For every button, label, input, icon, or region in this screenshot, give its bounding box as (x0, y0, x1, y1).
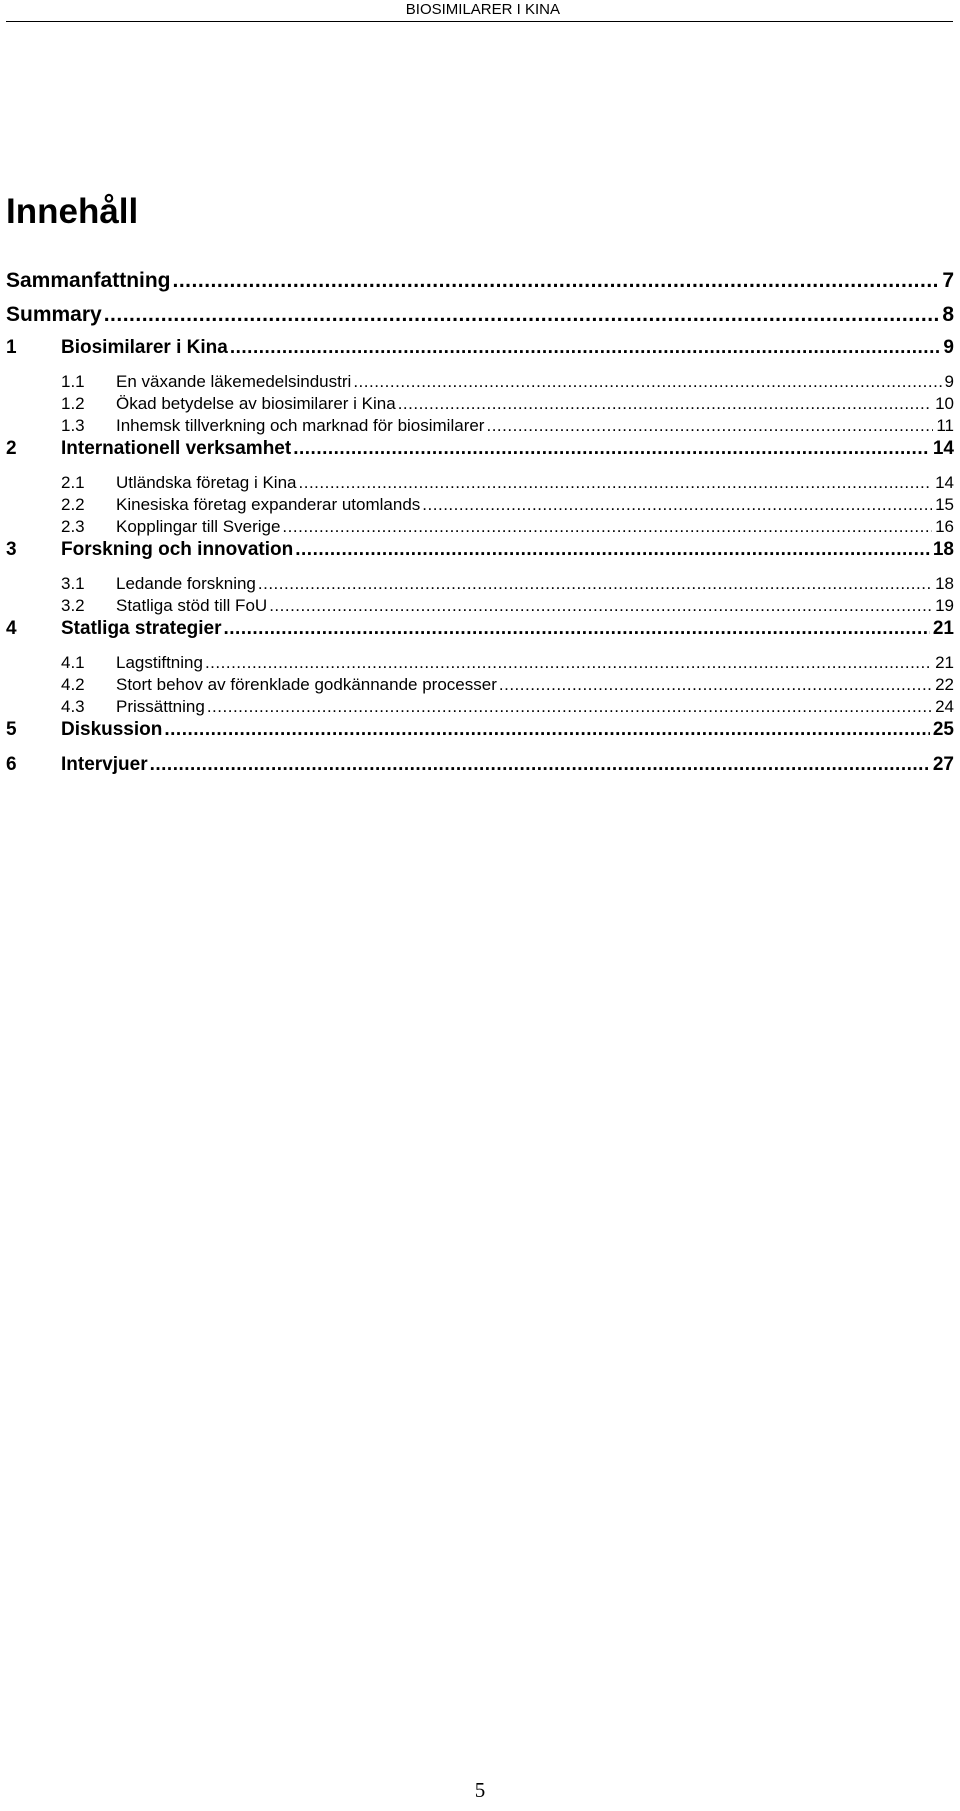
toc-entry-number: 5 (6, 719, 17, 740)
toc-entry-label: Biosimilarer i Kina (61, 337, 228, 358)
header-rule (6, 21, 953, 22)
toc-entry[interactable] (6, 697, 954, 719)
toc-dot-leader (207, 697, 932, 717)
toc-entry[interactable] (6, 473, 954, 495)
toc-entry-page: 9 (944, 372, 954, 391)
toc-entry-page: 8 (942, 303, 954, 326)
toc-entry-number: 4.1 (61, 653, 85, 672)
toc-entry-number: 2.2 (61, 495, 85, 514)
toc-entry-page: 18 (932, 539, 954, 560)
toc-entry[interactable] (6, 675, 954, 697)
toc-dot-leader (150, 754, 930, 776)
toc-dot-leader (398, 394, 932, 414)
toc-entry-number: 2.3 (61, 517, 85, 536)
toc-entry[interactable] (6, 754, 954, 789)
toc-entry-label: Prissättning (116, 697, 205, 716)
toc-entry-number: 1.3 (61, 416, 85, 435)
toc-entry-page: 16 (935, 517, 954, 536)
toc-entry-label: Utländska företag i Kina (116, 473, 297, 492)
toc-entry-page: 11 (936, 416, 954, 435)
toc-entry-page: 21 (932, 618, 954, 639)
toc-dot-leader (269, 596, 932, 616)
toc-entry[interactable] (6, 719, 954, 754)
toc-entry-number: 1.1 (61, 372, 85, 391)
toc-entry-page: 10 (935, 394, 954, 413)
toc-entry-label: Intervjuer (61, 754, 148, 775)
toc-entry-label: Summary (6, 303, 102, 326)
toc-entry[interactable] (6, 596, 954, 618)
toc-entry[interactable] (6, 269, 954, 303)
toc-entry[interactable] (6, 416, 954, 438)
toc-entry-label: Lagstiftning (116, 653, 203, 672)
toc-entry[interactable] (6, 372, 954, 394)
toc-dot-leader (422, 495, 932, 515)
toc-dot-leader (258, 574, 932, 594)
toc-entry-page: 19 (935, 596, 954, 615)
toc-entry[interactable] (6, 438, 954, 473)
toc-entry-label: Stort behov av förenklade godkännande processer (116, 675, 497, 694)
toc-entry[interactable] (6, 574, 954, 596)
toc-entry[interactable] (6, 539, 954, 574)
toc-entry[interactable] (6, 618, 954, 653)
toc-entry-page: 9 (943, 337, 954, 358)
toc-dot-leader (299, 473, 933, 493)
toc-entry[interactable] (6, 517, 954, 539)
toc-entry-page: 18 (935, 574, 954, 593)
page-number: 5 (474, 1778, 486, 1802)
toc-entry-label: Ökad betydelse av biosimilarer i Kina (116, 394, 396, 413)
toc-entry-label: En växande läkemedelsindustri (116, 372, 352, 391)
toc-entry-page: 21 (935, 653, 954, 672)
toc-entry-page: 15 (935, 495, 954, 514)
toc-entry-page: 14 (935, 473, 954, 492)
toc-entry-label: Sammanfattning (6, 269, 171, 292)
toc-dot-leader (205, 653, 932, 673)
toc-entry[interactable] (6, 394, 954, 416)
running-header-title: BIOSIMILARER I KINA (405, 1, 560, 18)
toc-dot-leader (293, 438, 930, 460)
toc-entry-label: Statliga stöd till FoU (116, 596, 268, 615)
toc-entry[interactable] (6, 495, 954, 517)
toc-entry-label: Diskussion (61, 719, 163, 740)
toc-entry-page: 24 (935, 697, 954, 716)
toc-entry-label: Kopplingar till Sverige (116, 517, 281, 536)
toc-dot-leader (353, 372, 941, 392)
toc-entry-number: 6 (6, 754, 17, 775)
toc-entry-number: 3.2 (61, 596, 85, 615)
toc-entry-page: 25 (932, 719, 954, 740)
toc-dot-leader (224, 618, 930, 640)
toc-entry-number: 4 (6, 618, 17, 639)
toc-entry-label: Inhemsk tillverkning och marknad för biosimilarer (116, 416, 485, 435)
toc-dot-leader (486, 416, 933, 436)
toc-entry-number: 3 (6, 539, 17, 560)
toc-entry-page: 27 (932, 754, 954, 775)
toc-entry-page: 14 (932, 438, 954, 459)
toc-entry[interactable] (6, 653, 954, 675)
toc-entry[interactable] (6, 303, 954, 337)
running-header (0, 0, 960, 18)
toc-dot-leader (173, 269, 940, 293)
toc-entry-page: 7 (942, 269, 954, 292)
toc-entry-number: 1 (6, 337, 17, 358)
toc-title: Innehåll (6, 192, 139, 231)
toc-entry-number: 4.3 (61, 697, 85, 716)
toc-entry-label: Statliga strategier (61, 618, 222, 639)
toc-entry-number: 2 (6, 438, 17, 459)
toc-entry-page: 22 (935, 675, 954, 694)
toc-entry-number: 3.1 (61, 574, 85, 593)
table-of-contents (6, 269, 954, 789)
toc-entry-label: Kinesiska företag expanderar utomlands (116, 495, 421, 514)
toc-dot-leader (104, 303, 940, 327)
toc-entry-label: Internationell verksamhet (61, 438, 292, 459)
toc-entry-number: 2.1 (61, 473, 85, 492)
toc-dot-leader (230, 337, 941, 359)
toc-entry-label: Forskning och innovation (61, 539, 294, 560)
toc-entry[interactable] (6, 337, 954, 372)
toc-dot-leader (282, 517, 932, 537)
toc-entry-number: 1.2 (61, 394, 85, 413)
toc-dot-leader (164, 719, 929, 741)
toc-dot-leader (499, 675, 932, 695)
toc-entry-label: Ledande forskning (116, 574, 256, 593)
toc-entry-number: 4.2 (61, 675, 85, 694)
toc-dot-leader (295, 539, 930, 561)
